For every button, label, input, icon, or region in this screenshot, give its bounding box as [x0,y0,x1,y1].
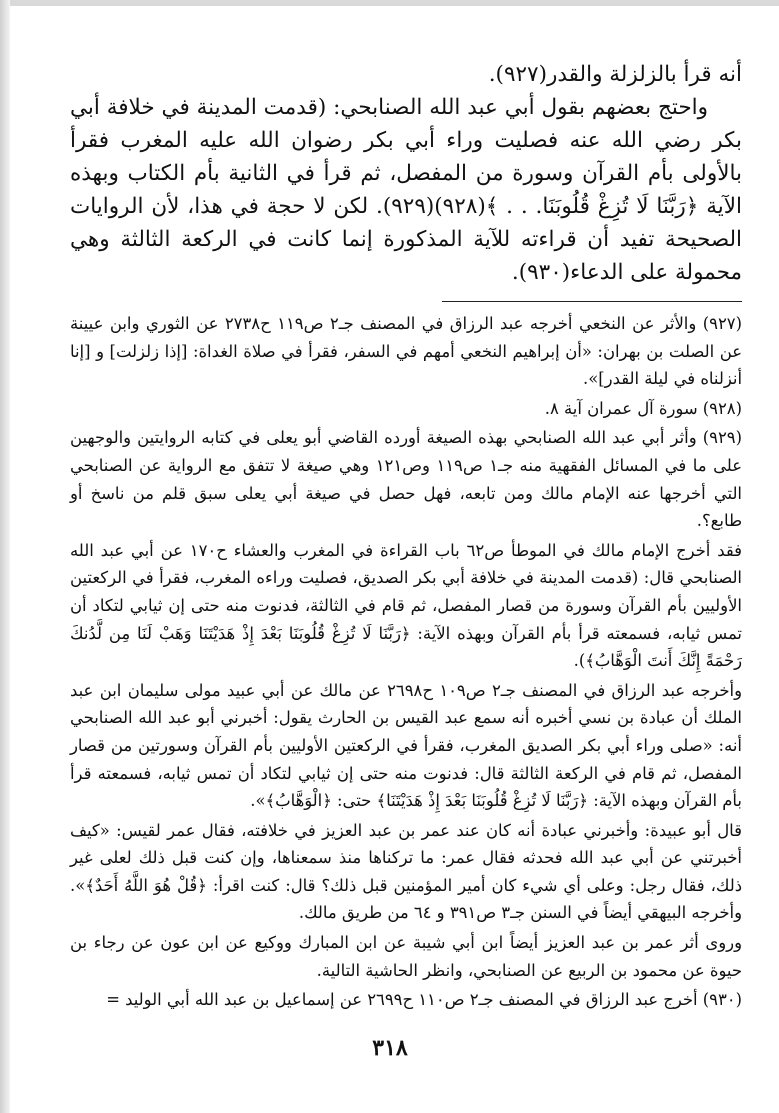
footnote-divider [442,301,742,302]
scan-edge-left [0,0,10,1113]
footnote-929-umar: وروى أثر عمر بن عبد العزيز أيضاً ابن أبي شيبة عن ابن المبارك ووكيع عن ابن عون عن رجاء بن حيوة عن محمود بن الربيع عن الصنابحي، وانظر الحاشية التالية. [70,933,742,980]
main-paragraph-2: واحتج بعضهم بقول أبي عبد الله الصنابحي: (قدمت المدينة في خلافة أبي بكر رضي الله عنه فصليت وراء أبي بكر رضوان الله عليه المغرب فقرأ بالأولى بأم القرآن وسورة من المفصل، ثم قرأ في الثانية بأم الكتاب وبهذه الآية ﴿رَبَّنَا لَا تُزِغْ قُلُوبَنَا. . . ﴾(٩٢٨)(٩٢٩). لكن لا حجة في هذا، لأن الروايات الصحيحة تفيد أن قراءته للآية المذكورة إنما كانت في الركعة الثالثة وهي محمولة على الدعاء(٩٣٠). [70,95,742,285]
footnote-929-abu-ubaida: قال أبو عبيدة: وأخبرني عبادة أنه كان عند عمر بن عبد العزيز في خلافته، فقال عمر لقيس: «كيف أخبرتني عن أبي عبد الله فحدثه فقال عمر: ما تركناها منذ سمعناها، وإن كنت قبل ذلك لعلى غير ذلك، فقال رجل: وعلى أي شيء كان أمير المؤمنين قبل ذلك؟ قال: كنت اقرأ: ﴿قُلْ هُوَ اللَّهُ أَحَدٌ﴾». وأخرجه البيهقي أيضاً في السنن جـ٣ ص٣٩١ و ٦٤ من طريق مالك. [70,820,742,923]
scan-edge-top [0,0,779,6]
footnote-930: (٩٣٠) أخرج عبد الرزاق في المصنف جـ٢ ص١١٠ ح٢٦٩٩ عن إسماعيل بن عبد الله أبي الوليد = [106,990,742,1010]
footnote-929-malik: فقد أخرج الإمام مالك في الموطأ ص٦٢ باب القراءة في المغرب والعشاء ح١٧٠ عن أبي عبد الله الصنابحي قال: (قدمت المدينة في خلافة أبي بكر الصديق، فصليت وراءه المغرب، فقرأ في الركعتين الأوليين بأم القرآن وسورة من قصار المفصل، ثم قام في الثالثة، فدنوت منه حتى إن ثيابي لتكاد أن تمس ثيابه، فسمعته قرأ بأم القرآن وبهذه الآية: ﴿رَبَّنَا لَا تُزِغْ قُلُوبَنَا بَعْدَ إِذْ هَدَيْتَنَا وَهَبْ لَنَا مِن لَّدُنكَ رَحْمَةً إِنَّكَ أَنتَ الْوَهَّابُ﴾). [70,540,742,671]
footnote-929: (٩٢٩) وأثر أبي عبد الله الصنابحي بهذه الصيغة أورده القاضي أبو يعلى في كتابه الروايتين والوجهين على ما في المسائل الفقهية منه جـ١ ص١١٩ وص١٢١ وهي صيغة لا تتفق مع الرواية عن الصنابحي التي أخرجها عنه الإمام مالك ومن تابعه، فهل حصل في صيغة أبي يعلى سبق قلم من ناسخ أو طابع؟. [70,428,742,531]
main-paragraph-1: أنه قرأ بالزلزلة والقدر(٩٢٧). [488,62,742,87]
main-text [70,58,742,289]
footnote-928: (٩٢٨) سورة آل عمران آية ٨. [544,398,742,418]
book-page [70,58,742,1016]
footnote-927: (٩٢٧) والأثر عن النخعي أخرجه عبد الرزاق في المصنف جـ٢ ص١١٩ ح٢٧٣٨ عن الثوري وابن عيينة عن الصلت بن بهران: «أن إبراهيم النخعي أمهم في السفر، فقرأ في صلاة الغداة: [إذا زلزلت] و [إنا أنزلناه في ليلة القدر]». [70,314,742,389]
footnotes [70,310,742,1014]
page-number: ٣١٨ [372,1035,408,1061]
footnote-929-abdulrazzaq: وأخرجه عبد الرزاق في المصنف جـ٢ ص١٠٩ ح٢٦٩٨ عن مالك عن أبي عبيد مولى سليمان ابن عبد الملك أن عبادة بن نسي أخبره أنه سمع عبد القيس بن الحارث يقول: أخبرني أبو عبد الله الصنابحي أنه: «صلى وراء أبي بكر الصديق المغرب، فقرأ في الركعتين الأوليين بأم القرآن وسورتين من قصار المفصل، ثم قام في الركعة الثالثة قال: فدنوت منه حتى إن ثيابي لتكاد أن تمس ثيابه، فسمعته قرأ بأم القرآن وبهذه الآية: ﴿رَبَّنَا لَا تُزِغْ قُلُوبَنَا بَعْدَ إِذْ هَدَيْتَنَا﴾ حتى: ﴿الْوَهَّابُ﴾». [70,680,742,811]
